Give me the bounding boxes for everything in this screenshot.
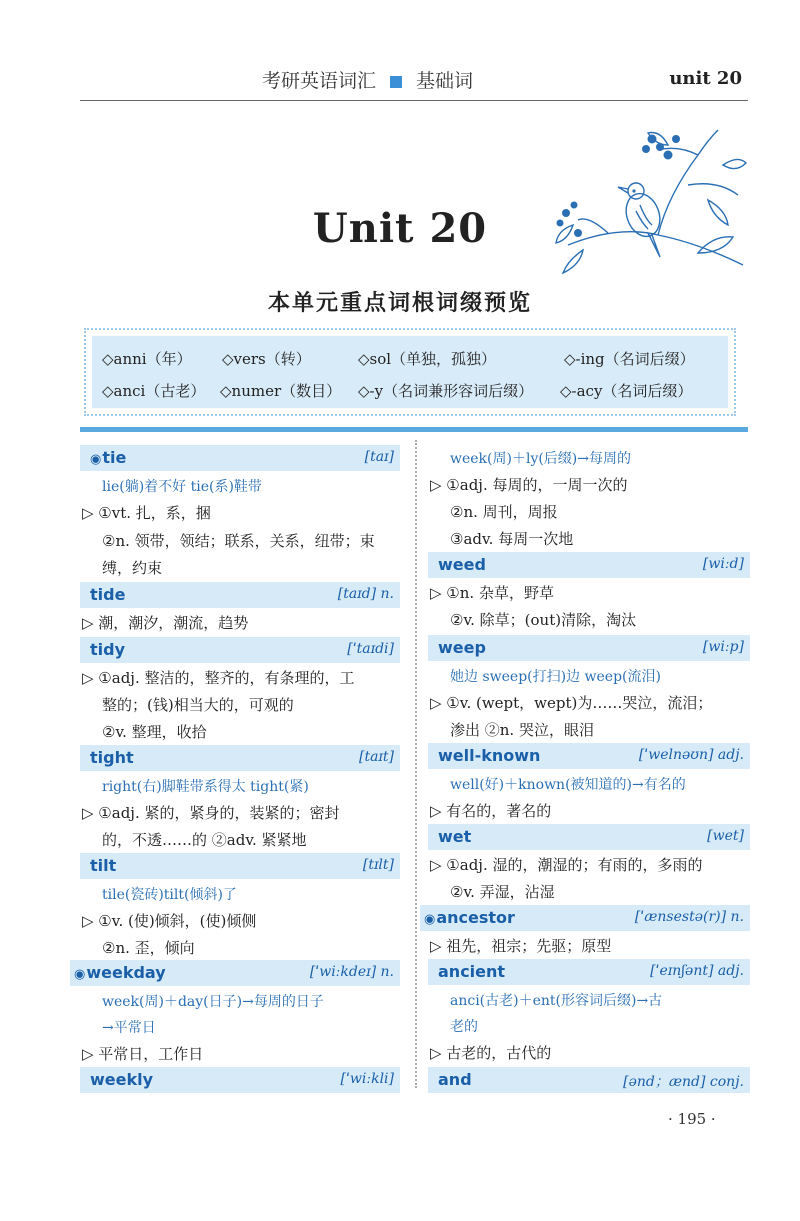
definition: ②v. 整理，收拾 [102, 723, 207, 741]
headword: weed [438, 555, 486, 574]
definition: 缚，约束 [102, 559, 163, 577]
headword: ◉ tie [90, 448, 126, 467]
mnemonic: lie(躺)着不好 tie(系)鞋带 [102, 479, 262, 495]
page-header [0, 62, 800, 102]
phonetic: [wiːp] [702, 639, 744, 655]
definition: 的，不透……的 ②adv. 紧紧地 [102, 831, 307, 849]
entry-head-weep [428, 635, 750, 661]
definition: ▷ ①adj. 紧的，紧身的，装紧的；密封 [82, 804, 340, 822]
header-unit: unit 20 [669, 68, 742, 89]
definition: ②n. 领带，领结；联系，关系，纽带；束 [102, 532, 375, 550]
definition: 整的；(钱)相当大的，可观的 [102, 696, 294, 714]
phonetic: [ˈwiːkli] [340, 1071, 394, 1087]
phonetic: [wet] [707, 828, 744, 844]
header-title-left: 考研英语词汇 [262, 70, 377, 92]
phonetic: [ˈeɪnʃənt] adj. [650, 963, 744, 979]
definition: ▷ 有名的，著名的 [430, 802, 552, 820]
definition: ▷ 平常日，工作日 [82, 1045, 204, 1063]
phonetic: [ˈænsestə(r)] n. [634, 909, 744, 925]
entry-head-tidy [80, 637, 400, 663]
affix-item: ◇anci（古老） [102, 382, 206, 400]
section-rule [80, 427, 748, 432]
header-rule [80, 100, 748, 101]
entry-head-tilt [80, 853, 400, 879]
column-divider [415, 440, 417, 1088]
affix-item: ◇-ing（名词后缀） [564, 350, 695, 368]
definition: ▷ ①v. (wept，wept)为……哭泣，流泪； [430, 694, 713, 712]
headword: tilt [90, 856, 117, 875]
phonetic: [tɪlt] [362, 857, 394, 873]
headword: tide [90, 585, 126, 604]
definition: ②v. 弄湿，沾湿 [450, 883, 555, 901]
header-title-right: 基础词 [416, 70, 474, 92]
headword: weep [438, 638, 486, 657]
mnemonic: tile(瓷砖)tilt(倾斜)了 [102, 887, 237, 903]
phonetic: [ˈtaɪdi] [347, 641, 394, 657]
definition: 渗出 ②n. 哭泣，眼泪 [450, 721, 594, 739]
affix-item: ◇anni（年） [102, 350, 192, 368]
affix-item: ◇vers（转） [222, 350, 311, 368]
definition: ▷ ①n. 杂草，野草 [430, 584, 554, 602]
definition: ③adv. 每周一次地 [450, 530, 574, 548]
headword: tidy [90, 640, 126, 659]
phonetic: [ənd；ænd] conj. [623, 1074, 744, 1090]
definition: ②v. 除草；(out)清除，淘汰 [450, 611, 637, 629]
affix-preview-box [84, 328, 736, 416]
mnemonic: well(好)＋known(被知道的)→有名的 [450, 777, 686, 793]
mnemonic: week(周)＋day(日子)→每周的日子 [102, 994, 324, 1010]
entry-head-ancient [428, 959, 750, 985]
definition: ▷ ①v. (使)倾斜，(使)倾侧 [82, 912, 257, 930]
affix-item: ◇-acy（名词后缀） [560, 382, 693, 400]
headword: weekly [90, 1070, 154, 1089]
definition: ▷ 祖先，祖宗；先驱；原型 [430, 937, 612, 955]
entry-head-weekday [70, 960, 400, 986]
mnemonic: 她边 sweep(打扫)边 weep(流泪) [450, 669, 661, 685]
entry-head-tide [80, 582, 400, 608]
entry-head-wet [428, 824, 750, 850]
page-number: · 195 · [668, 1110, 716, 1128]
affix-item: ◇-y（名词兼形容词后缀） [358, 382, 534, 400]
entry-head-tight [80, 745, 400, 771]
bird-illustration [548, 125, 748, 275]
phonetic: [ˈwelnəʊn] adj. [638, 747, 744, 763]
headword: well-known [438, 746, 541, 765]
phonetic: [taɪ] [364, 449, 394, 465]
definition: ▷ 潮，潮汐，潮流，趋势 [82, 614, 249, 632]
entry-head-and [428, 1067, 750, 1093]
preview-subtitle: 本单元重点词根词缀预览 [267, 290, 532, 316]
phonetic: [ˈwiːkdeɪ] n. [309, 964, 394, 980]
headword: tight [90, 748, 134, 767]
definition: ▷ 古老的，古代的 [430, 1044, 552, 1062]
entry-head-tie [80, 445, 400, 471]
mnemonic: right(右)脚鞋带系得太 tight(紧) [102, 779, 309, 795]
affix-preview-inner [92, 336, 728, 408]
mnemonic: anci(古老)＋ent(形容词后缀)→古 [450, 993, 663, 1009]
entry-head-weed [428, 552, 750, 578]
mnemonic: week(周)＋ly(后缀)→每周的 [450, 451, 632, 467]
phonetic: [wiːd] [702, 556, 744, 572]
definition: ▷ ①adj. 整洁的，整齐的，有条理的，工 [82, 669, 355, 687]
affix-item: ◇numer（数目） [220, 382, 342, 400]
square-icon [390, 76, 402, 88]
affix-preview-row [102, 342, 718, 374]
headword: ◉ weekday [74, 963, 166, 982]
definition: ②n. 周刊，周报 [450, 503, 558, 521]
headword: ancient [438, 962, 506, 981]
entry-head-ancestor [420, 905, 750, 931]
entry-head-well-known [428, 743, 750, 769]
definition: ②n. 歪，倾向 [102, 939, 195, 957]
definition: ▷ ①adj. 湿的，潮湿的；有雨的，多雨的 [430, 856, 703, 874]
affix-item: ◇sol（单独，孤独） [358, 350, 497, 368]
phonetic: [taɪd] n. [337, 586, 394, 602]
definition: ▷ ①adj. 每周的，一周一次的 [430, 476, 628, 494]
header-title [262, 66, 473, 93]
mnemonic: →平常日 [102, 1020, 156, 1036]
unit-title: Unit 20 [312, 205, 488, 252]
definition: ▷ ①vt. 扎，系，捆 [82, 504, 211, 522]
mnemonic: 老的 [450, 1019, 478, 1035]
entry-head-weekly [80, 1067, 400, 1093]
headword: and [438, 1070, 472, 1089]
phonetic: [taɪt] [359, 749, 394, 765]
headword: ◉ ancestor [424, 908, 515, 927]
headword: wet [438, 827, 472, 846]
affix-preview-row [102, 374, 718, 406]
